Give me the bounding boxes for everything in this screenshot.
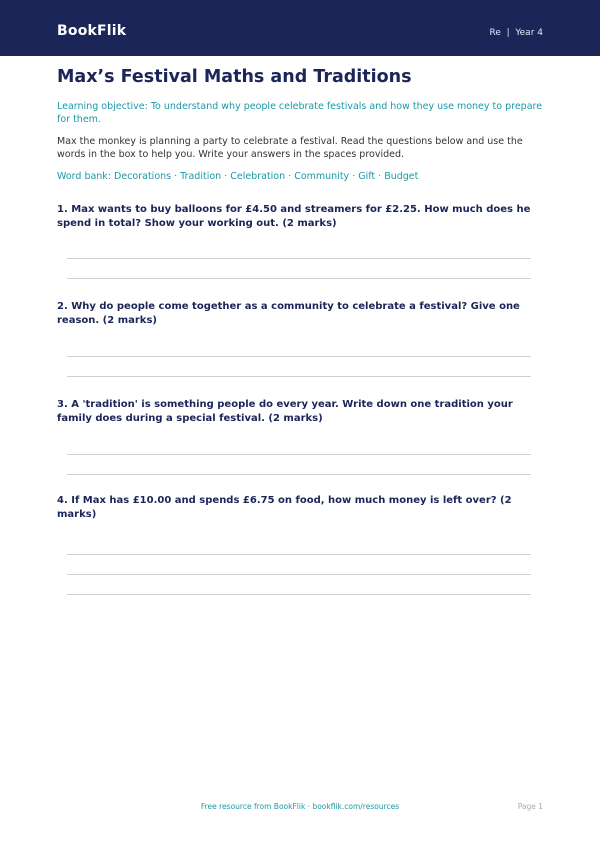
- answer-line[interactable]: [67, 574, 531, 575]
- question-3: [57, 398, 543, 475]
- answer-line[interactable]: [67, 356, 531, 357]
- page-number: Page 1: [517, 802, 543, 811]
- page-title: Max’s Festival Maths and Traditions: [57, 67, 412, 87]
- answer-line[interactable]: [67, 554, 531, 555]
- question-text: 4. If Max has £10.00 and spends £6.75 on food, how much money is left over? (2 marks): [57, 495, 512, 520]
- footer-credit[interactable]: Free resource from BookFlik · bookflik.com/resources: [200, 802, 400, 811]
- learning-objective: Learning objective: To understand why people celebrate festivals and how they use money to prepare for them.: [57, 101, 543, 125]
- answer-line[interactable]: [67, 474, 531, 475]
- instructions: Max the monkey is planning a party to celebrate a festival. Read the questions below and use the words in the box to help you. Write your answers in the spaces provided.: [57, 136, 523, 160]
- question-4: [57, 494, 543, 595]
- question-text: 3. A 'tradition' is something people do every year. Write down one tradition your family does during a special festival. (2 marks): [57, 399, 513, 424]
- worksheet-body: [57, 66, 543, 595]
- answer-line[interactable]: [67, 278, 531, 279]
- header-meta: Re | Year 4: [489, 28, 543, 38]
- word-bank: Word bank: Decorations · Tradition · Celebration · Community · Gift · Budget: [57, 171, 419, 182]
- question-2: [57, 300, 543, 377]
- answer-line[interactable]: [67, 258, 531, 259]
- page-header: [0, 0, 600, 56]
- question-1: [57, 203, 543, 279]
- brand-logo: BookFlik: [57, 23, 127, 39]
- answer-line[interactable]: [67, 594, 531, 595]
- question-text: 2. Why do people come together as a community to celebrate a festival? Give one reason. (2 marks): [57, 301, 520, 326]
- answer-line[interactable]: [67, 454, 531, 455]
- question-text: 1. Max wants to buy balloons for £4.50 and streamers for £2.25. How much does he spend in total? Show your working out. (2 marks): [57, 204, 531, 229]
- answer-line[interactable]: [67, 376, 531, 377]
